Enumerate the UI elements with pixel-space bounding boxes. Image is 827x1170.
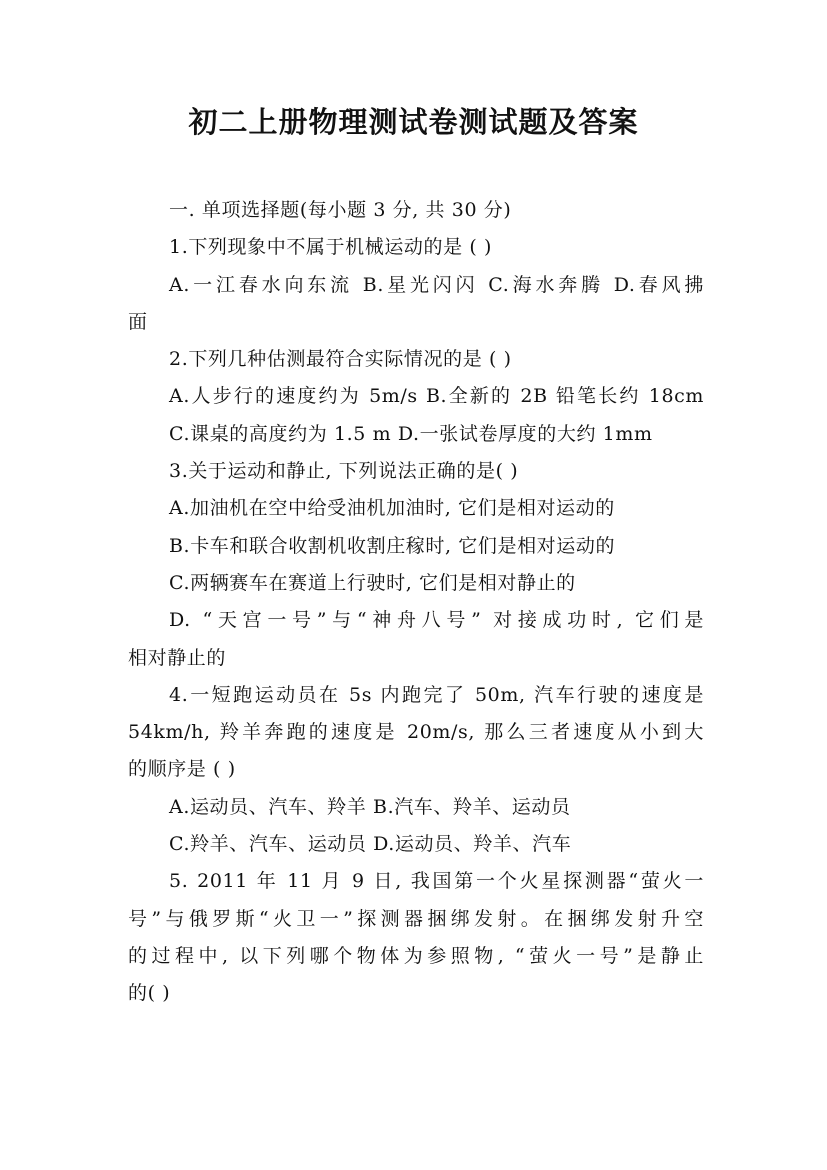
text-line: D. “天宫一号”与“神舟八号” 对接成功时, 它们是 (169, 609, 704, 632)
document-title: 初二上册物理测试卷测试题及答案 (188, 105, 639, 139)
document-body (128, 192, 704, 1013)
text-line: 的顺序是 ( ) (128, 758, 236, 781)
text-line: 一. 单项选择题(每小题 3 分, 共 30 分) (169, 199, 512, 221)
text-line: 4.一短跑运动员在 5s 内跑完了 50m, 汽车行驶的速度是 (169, 683, 704, 706)
text-line: C.两辆赛车在赛道上行驶时, 它们是相对静止的 (169, 571, 576, 594)
text-line: A.加油机在空中给受油机加油时, 它们是相对运动的 (169, 497, 615, 520)
text-line: 的( ) (128, 982, 171, 1005)
text-line: C.课桌的高度约为 1.5 m D.一张试卷厚度的大约 1mm (169, 422, 653, 445)
text-line: 1.下列现象中不属于机械运动的是 ( ) (169, 236, 493, 259)
text-line: 的过程中, 以下列哪个物体为参照物, “萤火一号”是静止 (128, 944, 704, 967)
text-line: A.运动员、汽车、羚羊 B.汽车、羚羊、运动员 (169, 795, 571, 818)
text-line: 5. 2011 年 11 月 9 日, 我国第一个火星探测器“萤火一 (169, 870, 704, 893)
text-line: A.一江春水向东流 B.星光闪闪 C.海水奔腾 D.春风拂 (169, 273, 704, 296)
text-line: 相对静止的 (128, 646, 227, 669)
text-line: 54km/h, 羚羊奔跑的速度是 20m/s, 那么三者速度从小到大 (128, 721, 704, 744)
text-line: 号”与俄罗斯“火卫一”探测器捆绑发射。在捆绑发射升空 (128, 907, 704, 930)
text-line: B.卡车和联合收割机收割庄稼时, 它们是相对运动的 (169, 534, 616, 557)
text-line: 2.下列几种估测最符合实际情况的是 ( ) (169, 348, 512, 371)
text-line: 3.关于运动和静止, 下列说法正确的是( ) (169, 460, 519, 483)
text-line: C.羚羊、汽车、运动员 D.运动员、羚羊、汽车 (169, 833, 572, 856)
text-line: 面 (128, 310, 148, 333)
text-line: A.人步行的速度约为 5m/s B.全新的 2B 铅笔长约 18cm (169, 385, 704, 408)
